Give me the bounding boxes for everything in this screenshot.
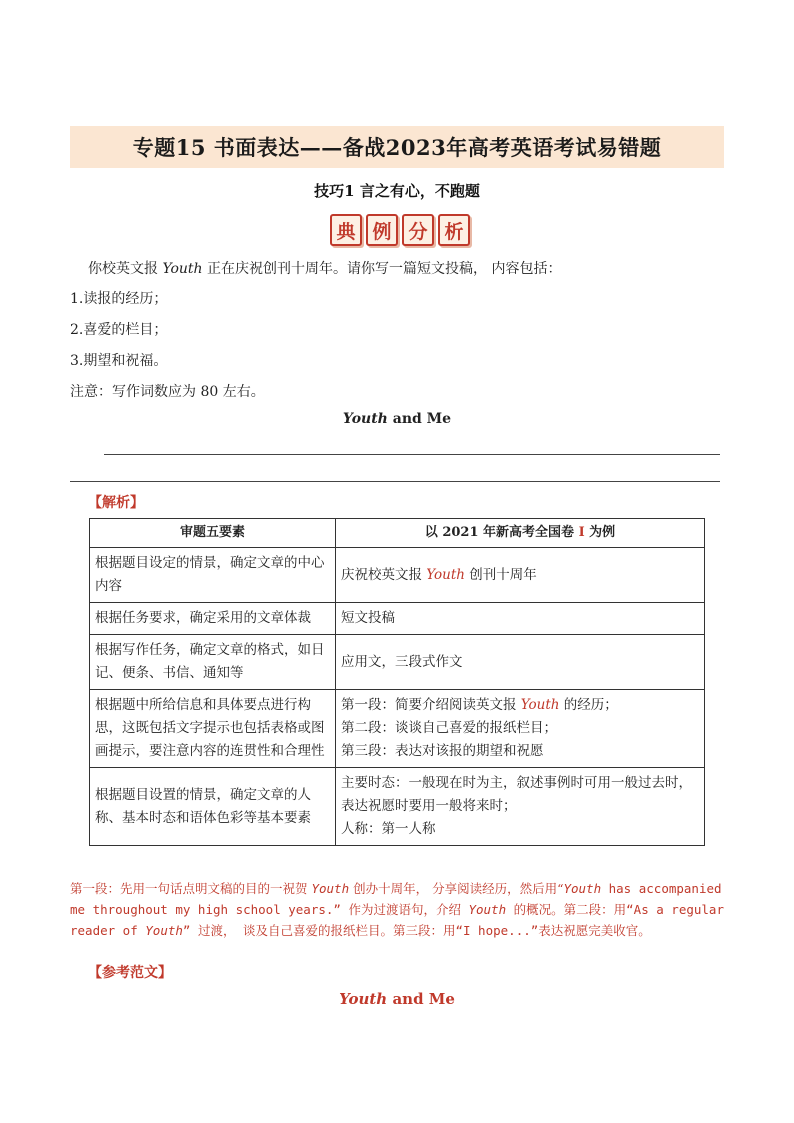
prompt-intro-youth: Youth bbox=[162, 261, 203, 277]
row4-right bbox=[336, 690, 705, 768]
reference-label: 【参考范文】 bbox=[88, 965, 172, 981]
prompt-note: 注意：写作词数应为 80 左右。 bbox=[70, 384, 265, 400]
summary-youth-1: Youth bbox=[311, 881, 350, 896]
summary-youth-2: Youth bbox=[563, 881, 602, 896]
table-header-right bbox=[336, 519, 705, 548]
row5-right-line2: 人称：第一人称 bbox=[341, 821, 436, 837]
table-header-left: 审题五要素 bbox=[90, 519, 336, 548]
prompt-intro-b: 正在庆祝创刊十周年。请你写一篇短文投稿， 内容包括： bbox=[202, 261, 562, 277]
summary-part-4: 的概况。第二段：用“As a regular reader of bbox=[70, 902, 724, 938]
summary-part-1: 第一段：先用一句话点明文稿的目的一祝贺 bbox=[70, 881, 312, 896]
badge-fen: 分 bbox=[402, 214, 434, 246]
row1-left: 根据题目设定的情景，确定文章的中心内容 bbox=[90, 548, 336, 603]
row4-right-line1 bbox=[341, 694, 699, 717]
analysis-summary bbox=[70, 878, 724, 941]
row1-right-b: 创刊十周年 bbox=[464, 566, 537, 583]
row1-right-youth: Youth bbox=[426, 566, 465, 583]
table-row bbox=[90, 603, 705, 635]
row4-r1-a: 第一段：简要介绍阅读英文报 bbox=[341, 697, 521, 713]
row5-right bbox=[336, 768, 705, 846]
summary-part-2: 创办十周年， 分享阅读经历，然后用“ bbox=[349, 881, 564, 896]
page-title-text: 专题15 书面表达——备战2023年高考英语考试易错题 bbox=[132, 135, 662, 160]
badge-xi: 析 bbox=[438, 214, 470, 246]
prompt-point-3: 3.期望和祝福。 bbox=[70, 353, 168, 369]
prompt-intro bbox=[88, 258, 561, 278]
header-right-a: 以 2021 年新高考全国卷 bbox=[424, 525, 579, 540]
row1-right bbox=[336, 548, 705, 603]
row4-left: 根据题中所给信息和具体要点进行构思，这既包括文字提示也包括表格或图画提示，要注意内容的连贯性和合理性 bbox=[90, 690, 336, 768]
answer-line-1 bbox=[104, 454, 720, 455]
badge-li: 例 bbox=[366, 214, 398, 246]
example-analysis-badges bbox=[330, 214, 470, 246]
row3-left: 根据写作任务，确定文章的格式，如日记、便条、书信、通知等 bbox=[90, 635, 336, 690]
table-row bbox=[90, 690, 705, 768]
row4-r1-youth: Youth bbox=[520, 697, 560, 713]
answer-line-2 bbox=[70, 481, 720, 482]
table-header-row bbox=[90, 519, 705, 548]
summary-part-3: has accompanied me throughout my high school years.” 作为过渡语句，介绍 bbox=[70, 881, 722, 917]
prompt-point-1: 1.读报的经历； bbox=[70, 291, 168, 307]
section-subtitle: 技巧1 言之有心，不跑题 bbox=[314, 182, 480, 200]
summary-youth-4: Youth bbox=[145, 923, 183, 938]
analysis-label: 【解析】 bbox=[88, 495, 144, 511]
essay-title-rest: and Me bbox=[387, 411, 452, 427]
table-row bbox=[90, 635, 705, 690]
reference-title-youth: Youth bbox=[339, 990, 388, 1008]
row4-right-line2: 第二段：谈谈自己喜爱的报纸栏目； bbox=[341, 720, 557, 736]
table-row bbox=[90, 548, 705, 603]
header-right-b: 为例 bbox=[584, 525, 616, 540]
badge-dian: 典 bbox=[330, 214, 362, 246]
analysis-table bbox=[89, 518, 705, 846]
row2-left: 根据任务要求，确定采用的文章体裁 bbox=[90, 603, 336, 635]
row4-r1-b: 的经历； bbox=[559, 697, 618, 713]
reference-title-rest: and Me bbox=[387, 990, 455, 1008]
prompt-point-2: 2.喜爱的栏目； bbox=[70, 322, 168, 338]
row5-right-line1: 主要时态：一般现在时为主，叙述事例时可用一般过去时，表达祝愿时要用一般将来时； bbox=[341, 775, 692, 814]
table-row bbox=[90, 768, 705, 846]
essay-title-youth: Youth bbox=[342, 411, 388, 427]
row2-right: 短文投稿 bbox=[336, 603, 705, 635]
page-title bbox=[70, 126, 724, 168]
row5-left: 根据题目设置的情景，确定文章的人称、基本时态和语体色彩等基本要素 bbox=[90, 768, 336, 846]
summary-part-5: ” 过渡， 谈及自己喜爱的报纸栏目。第三段：用“I hope...”表达祝愿完美收官。 bbox=[182, 923, 651, 938]
row4-right-line3: 第三段：表达对该报的期望和祝愿 bbox=[341, 743, 544, 759]
reference-essay-title bbox=[0, 990, 794, 1008]
header-right-num: I bbox=[578, 525, 585, 540]
essay-title bbox=[0, 411, 794, 427]
row1-right-a: 庆祝校英文报 bbox=[341, 566, 427, 583]
summary-youth-3: Youth bbox=[468, 902, 507, 917]
row3-right: 应用文，三段式作文 bbox=[336, 635, 705, 690]
prompt-intro-a: 你校英文报 bbox=[88, 261, 163, 277]
